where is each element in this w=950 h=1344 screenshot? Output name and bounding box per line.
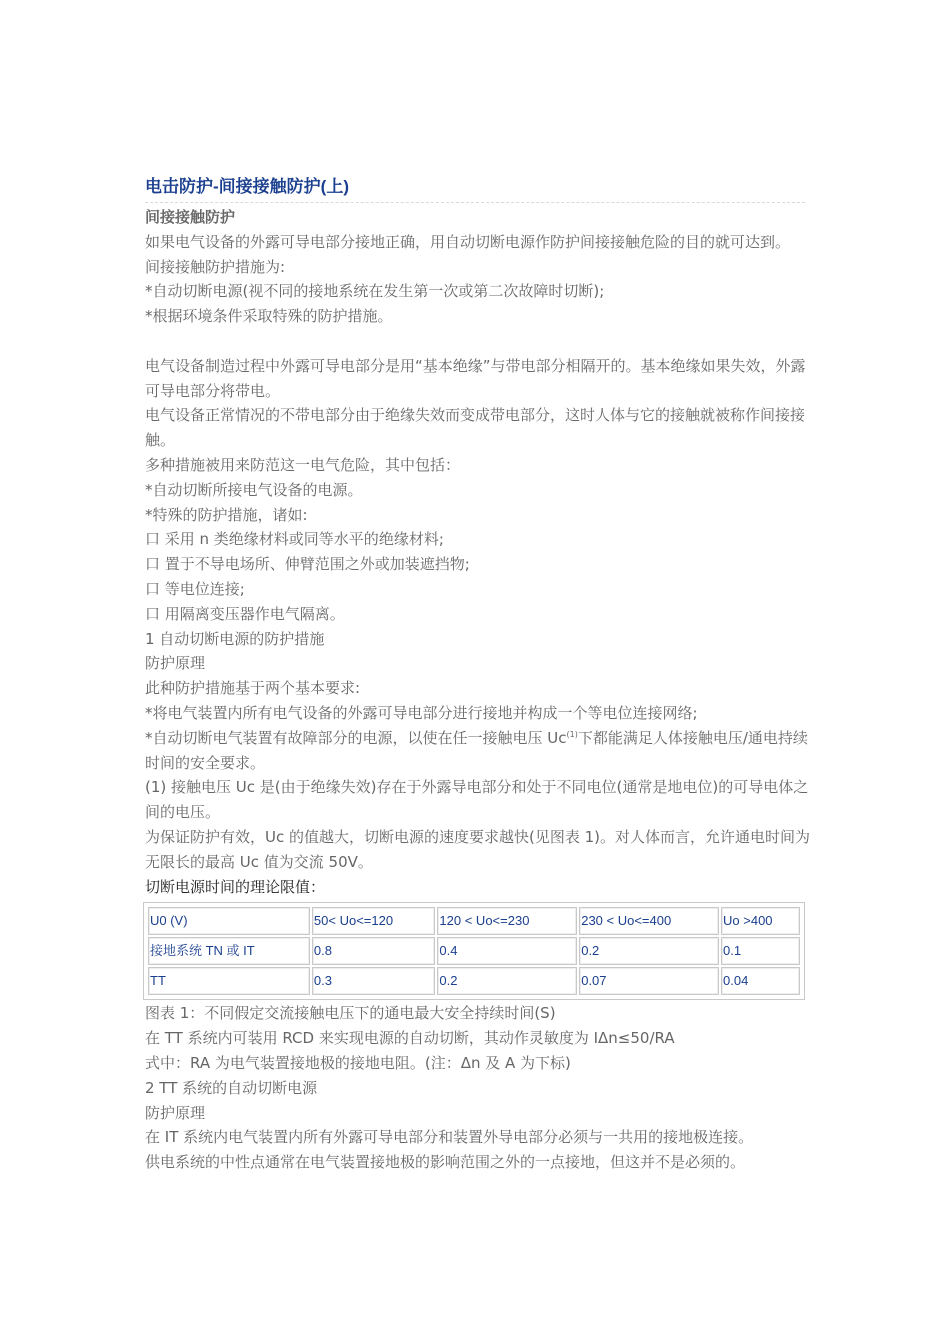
bullet-item: *自动切断电源(视不同的接地系统在发生第一次或第二次故障时切断);	[145, 282, 605, 301]
paragraph: 在 TT 系统内可装用 RCD 来实现电源的自动切断，其动作灵敏度为 IΔn≤50/RA	[145, 1029, 675, 1048]
section-number-heading: 1 自动切断电源的防护措施	[145, 629, 325, 648]
requirement-text-end: 下都能满足人体接触电压/通电持续时间的安全要求。	[145, 728, 808, 772]
table-cell: 0.07	[579, 967, 719, 995]
disconnection-time-table	[146, 905, 802, 997]
table-caption: 图表 1：不同假定交流接触电压下的通电最大安全持续时间(S)	[145, 1004, 556, 1023]
paragraph: 多种措施被用来防范这一电气危险，其中包括：	[145, 455, 461, 474]
paragraph: 式中：RA 为电气装置接地极的接地电阻。(注：Δn 及 A 为下标)	[145, 1053, 571, 1072]
title-divider	[145, 202, 805, 203]
paragraph: 如果电气设备的外露可导电部分接地正确，用自动切断电源作防护间接接触危险的目的就可达到。	[145, 232, 791, 251]
spacer	[145, 329, 815, 354]
requirement-text-start: *自动切断电气装置有故障部分的电源，以使在任一接触电压 Uc	[145, 728, 567, 747]
table-cell: 0.1	[721, 937, 800, 965]
section-heading: 间接接触防护	[145, 208, 236, 226]
table-cell: 0.8	[312, 937, 436, 965]
bullet-item: *根据环境条件采取特殊的防护措施。	[145, 307, 393, 326]
page-title: 电击防护-间接接触防护(上)	[145, 177, 349, 196]
table-row	[148, 907, 800, 935]
limits-table-frame	[143, 902, 805, 1000]
bullet-item	[145, 726, 815, 776]
paragraph: 电气设备制造过程中外露可导电部分是用“基本绝缘”与带电部分相隔开的。基本绝缘如果失效，外露可导电部分将带电。	[145, 356, 806, 400]
table-row	[148, 937, 800, 965]
table-cell: 接地系统 TN 或 IT	[148, 937, 310, 965]
table-cell: TT	[148, 967, 310, 995]
table-cell: 0.2	[437, 967, 577, 995]
paragraph: 间接接触防护措施为:	[145, 257, 286, 276]
checkbox-item: 口 用隔离变压器作电气隔离。	[145, 604, 345, 623]
paragraph: 在 IT 系统内电气装置内所有外露可导电部分和装置外导电部分必须与一共用的接地极连接。	[145, 1128, 754, 1147]
section-number-heading: 2 TT 系统的自动切断电源	[145, 1078, 318, 1097]
table-cell: 0.4	[437, 937, 577, 965]
paragraph: 此种防护措施基于两个基本要求:	[145, 679, 361, 698]
table-title: 切断电源时间的理论限值：	[145, 877, 326, 896]
table-cell: 0.3	[312, 967, 436, 995]
subsection-label: 防护原理	[145, 1103, 206, 1122]
footnote-paragraph: (1) 接触电压 Uc 是(由于绝缘失效)存在于外露导电部分和处于不同电位(通常是地电位)的可导电体之间的电压。	[145, 778, 809, 822]
table-cell: 120 < Uo<=230	[437, 907, 577, 935]
table-row	[148, 967, 800, 995]
table-cell: 50< Uo<=120	[312, 907, 436, 935]
checkbox-item: 口 采用 n 类绝缘材料或同等水平的绝缘材料;	[145, 530, 444, 549]
bullet-item: *自动切断所接电气设备的电源。	[145, 480, 363, 499]
article-body	[145, 205, 815, 1175]
footnote-marker: (1)	[566, 729, 578, 739]
subsection-label: 防护原理	[145, 654, 206, 673]
bullet-item: *特殊的防护措施，诸如:	[145, 505, 308, 524]
table-cell: 230 < Uo<=400	[579, 907, 719, 935]
checkbox-item: 口 等电位连接;	[145, 579, 245, 598]
table-cell: U0 (V)	[148, 907, 310, 935]
checkbox-item: 口 置于不导电场所、伸臂范围之外或加装遮挡物;	[145, 555, 470, 574]
paragraph: 为保证防护有效，Uc 的值越大，切断电源的速度要求越快(见图表 1)。对人体而言，允许通电时间为无限长的最高 Uc 值为交流 50V。	[145, 827, 811, 871]
table-cell: Uo >400	[721, 907, 800, 935]
table-cell: 0.2	[579, 937, 719, 965]
table-cell: 0.04	[721, 967, 800, 995]
bullet-item: *将电气装置内所有电气设备的外露可导电部分进行接地并构成一个等电位连接网络;	[145, 703, 698, 722]
paragraph: 供电系统的中性点通常在电气装置接地极的影响范围之外的一点接地，但这并不是必须的。	[145, 1153, 746, 1172]
paragraph: 电气设备正常情况的不带电部分由于绝缘失效而变成带电部分，这时人体与它的接触就被称作间接接触。	[145, 406, 806, 450]
